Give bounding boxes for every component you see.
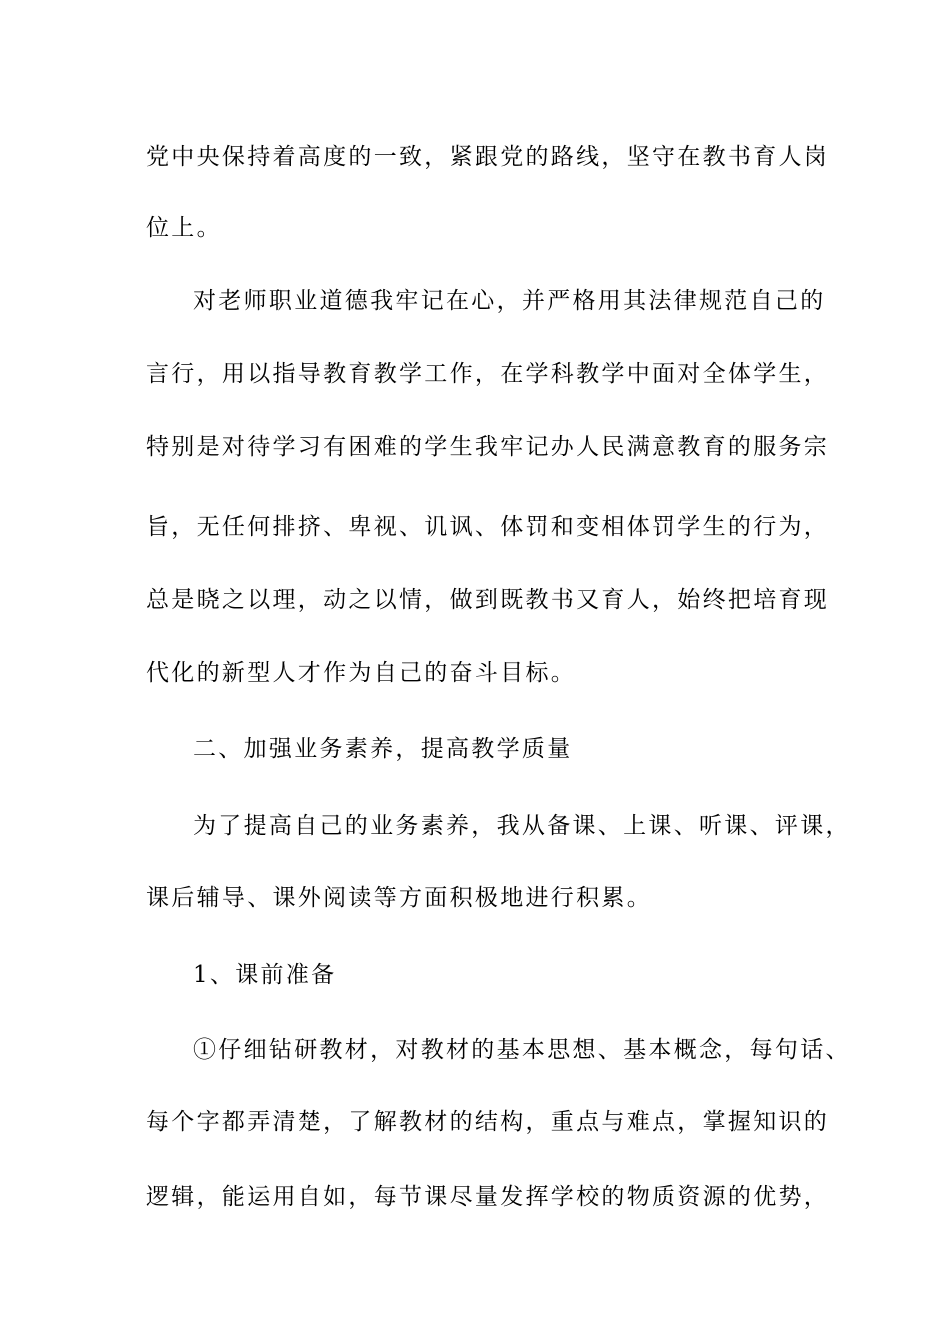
paragraph-first-line: 为了提高自己的业务素养，我从备课、上课、听课、评课，: [193, 813, 851, 839]
subsection-heading: 1、课前准备: [193, 962, 337, 988]
text-line: 言行，用以指导教育教学工作，在学科教学中面对全体学生，: [146, 361, 830, 387]
text-line: 旨，无任何排挤、卑视、讥讽、体罚和变相体罚学生的行为，: [146, 514, 830, 540]
text-line: 位上。: [146, 215, 222, 241]
text-line: 特别是对待学习有困难的学生我牢记办人民满意教育的服务宗: [146, 434, 830, 460]
text-line: 总是晓之以理，动之以情，做到既教书又育人，始终把培育现: [146, 587, 830, 613]
text-line: 代化的新型人才作为自己的奋斗目标。: [146, 660, 577, 686]
text-line: 党中央保持着高度的一致，紧跟党的路线，坚守在教书育人岗: [146, 144, 830, 170]
text-line: 每个字都弄清楚，了解教材的结构，重点与难点，掌握知识的: [146, 1109, 830, 1135]
text-line: 课后辅导、课外阅读等方面积极地进行积累。: [146, 885, 652, 911]
section-heading: 二、加强业务素养，提高教学质量: [193, 736, 573, 762]
text-line: 逻辑，能运用自如，每节课尽量发挥学校的物质资源的优势，: [146, 1184, 830, 1210]
paragraph-first-line: 对老师职业道德我牢记在心，并严格用其法律规范自己的: [193, 288, 826, 314]
paragraph-first-line: ①仔细钻研教材，对教材的基本思想、基本概念，每句话、: [193, 1037, 851, 1063]
